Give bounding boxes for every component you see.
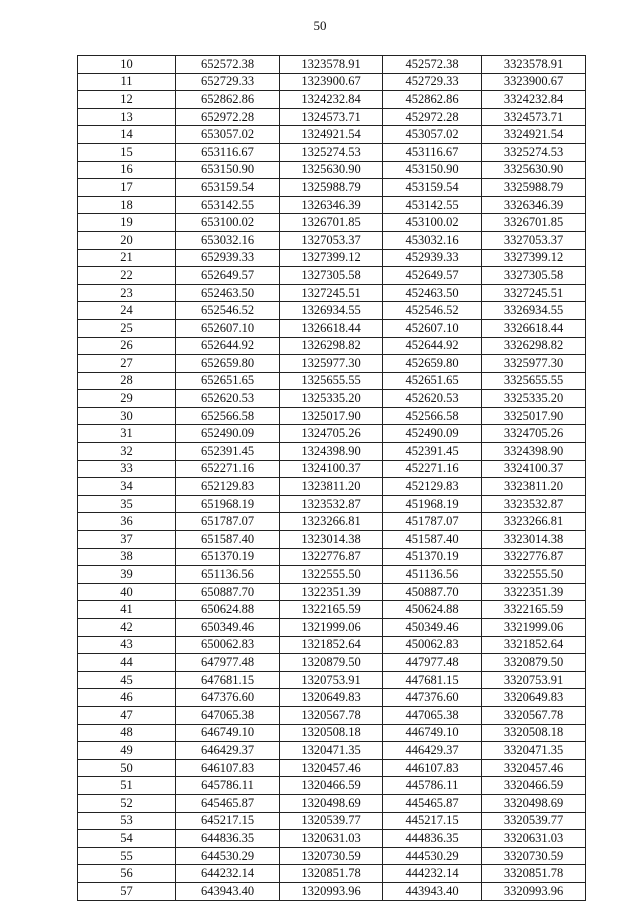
point-number-cell: 10	[78, 56, 176, 74]
x-coordinate-alt-cell: 453057.02	[383, 126, 482, 144]
point-number-cell: 37	[78, 531, 176, 549]
table-row	[78, 777, 586, 795]
x-coordinate-cell: 652607.10	[176, 319, 280, 337]
point-number-cell: 27	[78, 355, 176, 373]
table-row	[78, 689, 586, 707]
x-coordinate-alt-cell: 453032.16	[383, 231, 482, 249]
y-coordinate-alt-cell: 3320508.18	[482, 724, 586, 742]
point-number-cell: 31	[78, 425, 176, 443]
x-coordinate-cell: 650062.83	[176, 636, 280, 654]
x-coordinate-alt-cell: 450349.46	[383, 619, 482, 637]
x-coordinate-cell: 653100.02	[176, 214, 280, 232]
x-coordinate-alt-cell: 452659.80	[383, 355, 482, 373]
point-number-cell: 22	[78, 267, 176, 285]
x-coordinate-alt-cell: 447065.38	[383, 706, 482, 724]
x-coordinate-cell: 652659.80	[176, 355, 280, 373]
y-coordinate-cell: 1327399.12	[280, 249, 383, 267]
x-coordinate-alt-cell: 447977.48	[383, 654, 482, 672]
y-coordinate-alt-cell: 3320649.83	[482, 689, 586, 707]
point-number-cell: 46	[78, 689, 176, 707]
x-coordinate-alt-cell: 447376.60	[383, 689, 482, 707]
x-coordinate-cell: 646107.83	[176, 759, 280, 777]
point-number-cell: 29	[78, 390, 176, 408]
point-number-cell: 20	[78, 231, 176, 249]
table-row	[78, 284, 586, 302]
x-coordinate-cell: 650349.46	[176, 619, 280, 637]
y-coordinate-cell: 1320753.91	[280, 671, 383, 689]
y-coordinate-cell: 1322776.87	[280, 548, 383, 566]
y-coordinate-alt-cell: 3325274.53	[482, 143, 586, 161]
point-number-cell: 18	[78, 196, 176, 214]
y-coordinate-cell: 1325274.53	[280, 143, 383, 161]
table-row	[78, 443, 586, 461]
table-row	[78, 108, 586, 126]
point-number-cell: 32	[78, 443, 176, 461]
point-number-cell: 55	[78, 847, 176, 865]
table-row	[78, 161, 586, 179]
point-number-cell: 21	[78, 249, 176, 267]
x-coordinate-alt-cell: 445465.87	[383, 794, 482, 812]
y-coordinate-cell: 1326346.39	[280, 196, 383, 214]
table-row	[78, 495, 586, 513]
y-coordinate-cell: 1325630.90	[280, 161, 383, 179]
y-coordinate-cell: 1320471.35	[280, 742, 383, 760]
table-row	[78, 513, 586, 531]
y-coordinate-alt-cell: 3320993.96	[482, 882, 586, 900]
x-coordinate-alt-cell: 444530.29	[383, 847, 482, 865]
x-coordinate-cell: 647065.38	[176, 706, 280, 724]
y-coordinate-alt-cell: 3320567.78	[482, 706, 586, 724]
x-coordinate-alt-cell: 452271.16	[383, 460, 482, 478]
table-row	[78, 882, 586, 900]
point-number-cell: 17	[78, 179, 176, 197]
point-number-cell: 12	[78, 91, 176, 109]
y-coordinate-cell: 1320466.59	[280, 777, 383, 795]
y-coordinate-alt-cell: 3322351.39	[482, 583, 586, 601]
point-number-cell: 16	[78, 161, 176, 179]
x-coordinate-cell: 645786.11	[176, 777, 280, 795]
y-coordinate-alt-cell: 3320466.59	[482, 777, 586, 795]
y-coordinate-cell: 1322351.39	[280, 583, 383, 601]
x-coordinate-alt-cell: 453142.55	[383, 196, 482, 214]
point-number-cell: 48	[78, 724, 176, 742]
table-row	[78, 531, 586, 549]
y-coordinate-cell: 1326618.44	[280, 319, 383, 337]
y-coordinate-alt-cell: 3324921.54	[482, 126, 586, 144]
y-coordinate-cell: 1324100.37	[280, 460, 383, 478]
table-row	[78, 56, 586, 74]
x-coordinate-alt-cell: 450062.83	[383, 636, 482, 654]
x-coordinate-alt-cell: 450887.70	[383, 583, 482, 601]
point-number-cell: 30	[78, 407, 176, 425]
x-coordinate-alt-cell: 453100.02	[383, 214, 482, 232]
x-coordinate-cell: 652572.38	[176, 56, 280, 74]
table-row	[78, 407, 586, 425]
y-coordinate-cell: 1322555.50	[280, 566, 383, 584]
y-coordinate-alt-cell: 3325017.90	[482, 407, 586, 425]
y-coordinate-cell: 1325017.90	[280, 407, 383, 425]
point-number-cell: 41	[78, 601, 176, 619]
table-row	[78, 267, 586, 285]
y-coordinate-alt-cell: 3327305.58	[482, 267, 586, 285]
y-coordinate-alt-cell: 3325988.79	[482, 179, 586, 197]
table-row	[78, 812, 586, 830]
x-coordinate-cell: 644836.35	[176, 830, 280, 848]
y-coordinate-cell: 1320631.03	[280, 830, 383, 848]
coordinates-table-body	[78, 56, 586, 901]
y-coordinate-cell: 1320567.78	[280, 706, 383, 724]
x-coordinate-cell: 651136.56	[176, 566, 280, 584]
point-number-cell: 49	[78, 742, 176, 760]
page-number: 50	[313, 18, 327, 33]
x-coordinate-alt-cell: 444836.35	[383, 830, 482, 848]
point-number-cell: 47	[78, 706, 176, 724]
y-coordinate-alt-cell: 3324398.90	[482, 443, 586, 461]
x-coordinate-alt-cell: 452972.28	[383, 108, 482, 126]
x-coordinate-cell: 652463.50	[176, 284, 280, 302]
y-coordinate-cell: 1324921.54	[280, 126, 383, 144]
x-coordinate-alt-cell: 452546.52	[383, 302, 482, 320]
y-coordinate-cell: 1323532.87	[280, 495, 383, 513]
x-coordinate-alt-cell: 445786.11	[383, 777, 482, 795]
x-coordinate-cell: 652972.28	[176, 108, 280, 126]
table-row	[78, 724, 586, 742]
x-coordinate-cell: 652649.57	[176, 267, 280, 285]
y-coordinate-alt-cell: 3323578.91	[482, 56, 586, 74]
x-coordinate-alt-cell: 452644.92	[383, 337, 482, 355]
x-coordinate-alt-cell: 452620.53	[383, 390, 482, 408]
y-coordinate-cell: 1321852.64	[280, 636, 383, 654]
table-row	[78, 601, 586, 619]
table-row	[78, 249, 586, 267]
y-coordinate-alt-cell: 3326298.82	[482, 337, 586, 355]
y-coordinate-cell: 1323266.81	[280, 513, 383, 531]
y-coordinate-alt-cell: 3324100.37	[482, 460, 586, 478]
x-coordinate-cell: 651370.19	[176, 548, 280, 566]
point-number-cell: 34	[78, 478, 176, 496]
x-coordinate-alt-cell: 446429.37	[383, 742, 482, 760]
x-coordinate-cell: 644232.14	[176, 865, 280, 883]
y-coordinate-alt-cell: 3321852.64	[482, 636, 586, 654]
point-number-cell: 28	[78, 372, 176, 390]
table-row	[78, 742, 586, 760]
point-number-cell: 45	[78, 671, 176, 689]
y-coordinate-cell: 1325655.55	[280, 372, 383, 390]
x-coordinate-cell: 653032.16	[176, 231, 280, 249]
point-number-cell: 13	[78, 108, 176, 126]
x-coordinate-cell: 650887.70	[176, 583, 280, 601]
x-coordinate-cell: 647681.15	[176, 671, 280, 689]
x-coordinate-alt-cell: 446107.83	[383, 759, 482, 777]
table-row	[78, 759, 586, 777]
table-row	[78, 214, 586, 232]
y-coordinate-cell: 1320539.77	[280, 812, 383, 830]
y-coordinate-cell: 1326298.82	[280, 337, 383, 355]
point-number-cell: 35	[78, 495, 176, 513]
y-coordinate-alt-cell: 3327399.12	[482, 249, 586, 267]
table-row	[78, 548, 586, 566]
y-coordinate-cell: 1320993.96	[280, 882, 383, 900]
table-row	[78, 319, 586, 337]
y-coordinate-cell: 1320508.18	[280, 724, 383, 742]
point-number-cell: 44	[78, 654, 176, 672]
point-number-cell: 39	[78, 566, 176, 584]
x-coordinate-alt-cell: 452649.57	[383, 267, 482, 285]
point-number-cell: 36	[78, 513, 176, 531]
x-coordinate-alt-cell: 445217.15	[383, 812, 482, 830]
y-coordinate-cell: 1320457.46	[280, 759, 383, 777]
y-coordinate-cell: 1321999.06	[280, 619, 383, 637]
x-coordinate-cell: 653142.55	[176, 196, 280, 214]
coordinates-table	[77, 55, 586, 901]
y-coordinate-alt-cell: 3320498.69	[482, 794, 586, 812]
y-coordinate-alt-cell: 3327245.51	[482, 284, 586, 302]
point-number-cell: 54	[78, 830, 176, 848]
y-coordinate-cell: 1323900.67	[280, 73, 383, 91]
x-coordinate-cell: 646429.37	[176, 742, 280, 760]
y-coordinate-alt-cell: 3326346.39	[482, 196, 586, 214]
table-row	[78, 478, 586, 496]
x-coordinate-cell: 647376.60	[176, 689, 280, 707]
x-coordinate-alt-cell: 452129.83	[383, 478, 482, 496]
point-number-cell: 50	[78, 759, 176, 777]
table-row	[78, 126, 586, 144]
y-coordinate-alt-cell: 3324573.71	[482, 108, 586, 126]
x-coordinate-cell: 651787.07	[176, 513, 280, 531]
y-coordinate-alt-cell: 3322165.59	[482, 601, 586, 619]
table-row	[78, 337, 586, 355]
x-coordinate-alt-cell: 451968.19	[383, 495, 482, 513]
x-coordinate-cell: 651587.40	[176, 531, 280, 549]
table-row	[78, 179, 586, 197]
table-row	[78, 425, 586, 443]
table-row	[78, 583, 586, 601]
y-coordinate-cell: 1320498.69	[280, 794, 383, 812]
point-number-cell: 57	[78, 882, 176, 900]
y-coordinate-alt-cell: 3326934.55	[482, 302, 586, 320]
x-coordinate-alt-cell: 451587.40	[383, 531, 482, 549]
y-coordinate-alt-cell: 3323266.81	[482, 513, 586, 531]
x-coordinate-alt-cell: 452463.50	[383, 284, 482, 302]
x-coordinate-cell: 644530.29	[176, 847, 280, 865]
y-coordinate-cell: 1320730.59	[280, 847, 383, 865]
point-number-cell: 11	[78, 73, 176, 91]
y-coordinate-cell: 1322165.59	[280, 601, 383, 619]
y-coordinate-alt-cell: 3326618.44	[482, 319, 586, 337]
y-coordinate-cell: 1323811.20	[280, 478, 383, 496]
x-coordinate-cell: 643943.40	[176, 882, 280, 900]
y-coordinate-cell: 1326934.55	[280, 302, 383, 320]
table-row	[78, 302, 586, 320]
y-coordinate-cell: 1324705.26	[280, 425, 383, 443]
y-coordinate-cell: 1323014.38	[280, 531, 383, 549]
y-coordinate-alt-cell: 3325335.20	[482, 390, 586, 408]
y-coordinate-cell: 1324232.84	[280, 91, 383, 109]
y-coordinate-alt-cell: 3321999.06	[482, 619, 586, 637]
y-coordinate-alt-cell: 3324232.84	[482, 91, 586, 109]
table-row	[78, 355, 586, 373]
y-coordinate-alt-cell: 3323014.38	[482, 531, 586, 549]
point-number-cell: 40	[78, 583, 176, 601]
y-coordinate-alt-cell: 3327053.37	[482, 231, 586, 249]
x-coordinate-cell: 652129.83	[176, 478, 280, 496]
x-coordinate-cell: 653150.90	[176, 161, 280, 179]
y-coordinate-cell: 1326701.85	[280, 214, 383, 232]
x-coordinate-alt-cell: 443943.40	[383, 882, 482, 900]
table-row	[78, 73, 586, 91]
point-number-cell: 15	[78, 143, 176, 161]
y-coordinate-cell: 1325335.20	[280, 390, 383, 408]
x-coordinate-alt-cell: 444232.14	[383, 865, 482, 883]
table-row	[78, 865, 586, 883]
table-row	[78, 794, 586, 812]
point-number-cell: 19	[78, 214, 176, 232]
x-coordinate-alt-cell: 451370.19	[383, 548, 482, 566]
point-number-cell: 38	[78, 548, 176, 566]
y-coordinate-alt-cell: 3320457.46	[482, 759, 586, 777]
y-coordinate-alt-cell: 3320879.50	[482, 654, 586, 672]
x-coordinate-alt-cell: 452572.38	[383, 56, 482, 74]
point-number-cell: 23	[78, 284, 176, 302]
y-coordinate-alt-cell: 3320631.03	[482, 830, 586, 848]
x-coordinate-alt-cell: 453150.90	[383, 161, 482, 179]
table-row	[78, 636, 586, 654]
y-coordinate-alt-cell: 3320539.77	[482, 812, 586, 830]
point-number-cell: 43	[78, 636, 176, 654]
x-coordinate-alt-cell: 450624.88	[383, 601, 482, 619]
y-coordinate-cell: 1327305.58	[280, 267, 383, 285]
y-coordinate-cell: 1320851.78	[280, 865, 383, 883]
x-coordinate-alt-cell: 446749.10	[383, 724, 482, 742]
table-row	[78, 143, 586, 161]
point-number-cell: 14	[78, 126, 176, 144]
x-coordinate-cell: 645465.87	[176, 794, 280, 812]
point-number-cell: 33	[78, 460, 176, 478]
table-row	[78, 706, 586, 724]
point-number-cell: 53	[78, 812, 176, 830]
y-coordinate-cell: 1325988.79	[280, 179, 383, 197]
table-row	[78, 619, 586, 637]
x-coordinate-alt-cell: 452391.45	[383, 443, 482, 461]
x-coordinate-alt-cell: 452651.65	[383, 372, 482, 390]
y-coordinate-alt-cell: 3320730.59	[482, 847, 586, 865]
table-row	[78, 830, 586, 848]
x-coordinate-cell: 652862.86	[176, 91, 280, 109]
y-coordinate-cell: 1327245.51	[280, 284, 383, 302]
x-coordinate-alt-cell: 447681.15	[383, 671, 482, 689]
y-coordinate-alt-cell: 3320851.78	[482, 865, 586, 883]
table-row	[78, 654, 586, 672]
x-coordinate-cell: 652644.92	[176, 337, 280, 355]
table-row	[78, 671, 586, 689]
y-coordinate-cell: 1320879.50	[280, 654, 383, 672]
y-coordinate-cell: 1320649.83	[280, 689, 383, 707]
x-coordinate-alt-cell: 453116.67	[383, 143, 482, 161]
point-number-cell: 42	[78, 619, 176, 637]
x-coordinate-cell: 652271.16	[176, 460, 280, 478]
table-row	[78, 231, 586, 249]
y-coordinate-cell: 1324398.90	[280, 443, 383, 461]
x-coordinate-cell: 653116.67	[176, 143, 280, 161]
table-row	[78, 196, 586, 214]
x-coordinate-alt-cell: 452729.33	[383, 73, 482, 91]
table-row	[78, 460, 586, 478]
x-coordinate-cell: 646749.10	[176, 724, 280, 742]
table-row	[78, 390, 586, 408]
y-coordinate-alt-cell: 3325655.55	[482, 372, 586, 390]
x-coordinate-alt-cell: 451787.07	[383, 513, 482, 531]
x-coordinate-cell: 653057.02	[176, 126, 280, 144]
table-row	[78, 91, 586, 109]
y-coordinate-alt-cell: 3325977.30	[482, 355, 586, 373]
y-coordinate-alt-cell: 3323532.87	[482, 495, 586, 513]
y-coordinate-cell: 1325977.30	[280, 355, 383, 373]
x-coordinate-cell: 652546.52	[176, 302, 280, 320]
x-coordinate-cell: 652729.33	[176, 73, 280, 91]
y-coordinate-alt-cell: 3324705.26	[482, 425, 586, 443]
x-coordinate-alt-cell: 452607.10	[383, 319, 482, 337]
y-coordinate-alt-cell: 3320753.91	[482, 671, 586, 689]
y-coordinate-cell: 1324573.71	[280, 108, 383, 126]
x-coordinate-alt-cell: 451136.56	[383, 566, 482, 584]
x-coordinate-cell: 651968.19	[176, 495, 280, 513]
x-coordinate-cell: 652620.53	[176, 390, 280, 408]
point-number-cell: 56	[78, 865, 176, 883]
x-coordinate-alt-cell: 452566.58	[383, 407, 482, 425]
point-number-cell: 26	[78, 337, 176, 355]
x-coordinate-cell: 652391.45	[176, 443, 280, 461]
y-coordinate-cell: 1323578.91	[280, 56, 383, 74]
x-coordinate-cell: 645217.15	[176, 812, 280, 830]
x-coordinate-alt-cell: 452490.09	[383, 425, 482, 443]
table-row	[78, 847, 586, 865]
table-row	[78, 566, 586, 584]
x-coordinate-alt-cell: 452862.86	[383, 91, 482, 109]
x-coordinate-cell: 652566.58	[176, 407, 280, 425]
x-coordinate-cell: 652651.65	[176, 372, 280, 390]
y-coordinate-alt-cell: 3322776.87	[482, 548, 586, 566]
y-coordinate-alt-cell: 3322555.50	[482, 566, 586, 584]
x-coordinate-cell: 652939.33	[176, 249, 280, 267]
x-coordinate-cell: 647977.48	[176, 654, 280, 672]
point-number-cell: 52	[78, 794, 176, 812]
y-coordinate-alt-cell: 3323900.67	[482, 73, 586, 91]
x-coordinate-cell: 650624.88	[176, 601, 280, 619]
x-coordinate-alt-cell: 453159.54	[383, 179, 482, 197]
y-coordinate-cell: 1327053.37	[280, 231, 383, 249]
y-coordinate-alt-cell: 3320471.35	[482, 742, 586, 760]
y-coordinate-alt-cell: 3325630.90	[482, 161, 586, 179]
point-number-cell: 25	[78, 319, 176, 337]
point-number-cell: 51	[78, 777, 176, 795]
x-coordinate-cell: 652490.09	[176, 425, 280, 443]
y-coordinate-alt-cell: 3323811.20	[482, 478, 586, 496]
x-coordinate-alt-cell: 452939.33	[383, 249, 482, 267]
y-coordinate-alt-cell: 3326701.85	[482, 214, 586, 232]
x-coordinate-cell: 653159.54	[176, 179, 280, 197]
table-row	[78, 372, 586, 390]
point-number-cell: 24	[78, 302, 176, 320]
